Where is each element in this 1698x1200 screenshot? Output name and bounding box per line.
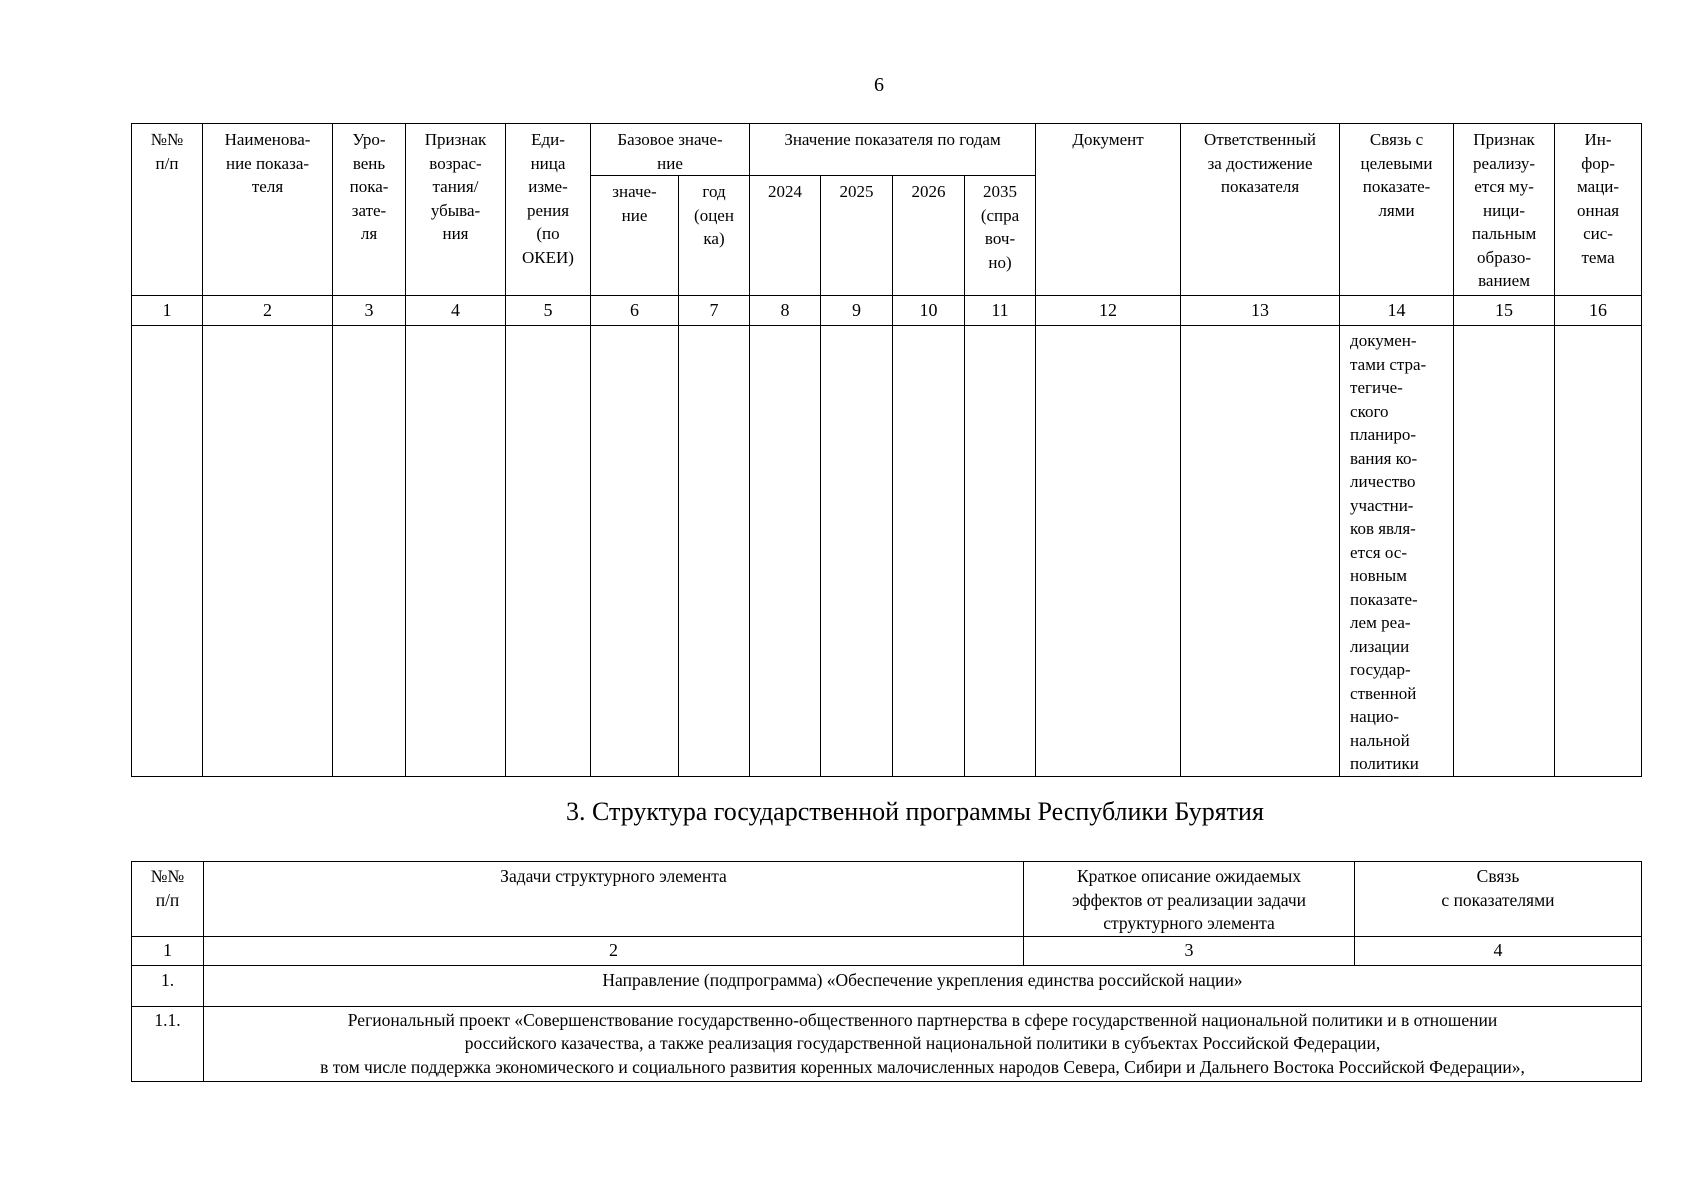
- table-cell: [591, 326, 679, 777]
- column-number: 7: [679, 296, 750, 326]
- header-years-group: Значение показателя по годам: [750, 124, 1036, 176]
- header-base-year: год (оцен ка): [679, 176, 750, 296]
- section-title: 3. Структура государственной программы Республики Бурятия: [566, 797, 1264, 826]
- column-number: 12: [1036, 296, 1181, 326]
- column-number: 3: [1024, 936, 1355, 965]
- header-year-2025: 2025: [821, 176, 893, 296]
- target-link-cell: докумен- тами стра- тегиче- ского планиро- вания ко- личество участни- ков явля- ется ос- новным показате- лем реа- лизации государ- ственной нацио- нальной политики: [1340, 326, 1454, 777]
- table-cell: [203, 326, 333, 777]
- header-trend-sign: Признак возрас- тания/ убыва- ния: [406, 124, 506, 296]
- table-cell: [1454, 326, 1555, 777]
- header-target-link: Связь с целевыми показате- лями: [1340, 124, 1454, 296]
- table-cell: [132, 326, 203, 777]
- table-cell: [821, 326, 893, 777]
- header-year-2024: 2024: [750, 176, 821, 296]
- row-text: Региональный проект «Совершенствование государственно-общественного партнерства в сфере государственной национальной политики и в отношении российского казачества, а также реализация государственной национальной политики в субъектах Российской Федерации, в том числе поддержка экономического и социального развития коренных малочисленных народов Севера, Сибири и Дальнего Востока Российской Федерации»,: [204, 1006, 1642, 1082]
- header-document: Документ: [1036, 124, 1181, 296]
- header-base-value: значе- ние: [591, 176, 679, 296]
- table-row: [132, 965, 1642, 1006]
- page-number: 6: [874, 74, 884, 96]
- structure-table: [131, 861, 1642, 1082]
- header-municipal-sign: Признак реализу- ется му- ници- пальным образо- ванием: [1454, 124, 1555, 296]
- column-number: 4: [1355, 936, 1642, 965]
- header-effects-description: Краткое описание ожидаемых эффектов от реализации задачи структурного элемента: [1024, 862, 1355, 937]
- column-number: 2: [204, 936, 1024, 965]
- table-cell: [1181, 326, 1340, 777]
- header-base-value-group: Базовое значе- ние: [591, 124, 750, 176]
- table-cell: [506, 326, 591, 777]
- indicators-table: [131, 123, 1642, 777]
- header-year-2026: 2026: [893, 176, 965, 296]
- header-indicator-link: Связь с показателями: [1355, 862, 1642, 937]
- column-number: 11: [965, 296, 1036, 326]
- column-number: 1: [132, 936, 204, 965]
- header-number: №№ п/п: [132, 124, 203, 296]
- column-number: 1: [132, 296, 203, 326]
- table-cell: [333, 326, 406, 777]
- header-indicator-level: Уро- вень пока- зате- ля: [333, 124, 406, 296]
- header-year-2035: 2035 (спра воч- но): [965, 176, 1036, 296]
- header-responsible: Ответственный за достижение показателя: [1181, 124, 1340, 296]
- table-row: [132, 1006, 1642, 1082]
- column-number: 2: [203, 296, 333, 326]
- column-number: 13: [1181, 296, 1340, 326]
- column-number: 15: [1454, 296, 1555, 326]
- header-tasks: Задачи структурного элемента: [204, 862, 1024, 937]
- column-number: 3: [333, 296, 406, 326]
- table-cell: [1036, 326, 1181, 777]
- column-number: 9: [821, 296, 893, 326]
- column-number: 14: [1340, 296, 1454, 326]
- header-number: №№ п/п: [132, 862, 204, 937]
- table-cell: [1555, 326, 1642, 777]
- row-number: 1.: [132, 965, 204, 1006]
- column-number: 16: [1555, 296, 1642, 326]
- header-unit: Еди- ница изме- рения (по ОКЕИ): [506, 124, 591, 296]
- table-cell: [679, 326, 750, 777]
- table-cell: [893, 326, 965, 777]
- column-number: 10: [893, 296, 965, 326]
- header-indicator-name: Наименова- ние показа- теля: [203, 124, 333, 296]
- column-number: 8: [750, 296, 821, 326]
- table-cell: [406, 326, 506, 777]
- column-number: 6: [591, 296, 679, 326]
- header-info-system: Ин- фор- маци- онная сис- тема: [1555, 124, 1642, 296]
- column-number: 4: [406, 296, 506, 326]
- row-number: 1.1.: [132, 1006, 204, 1082]
- row-text: Направление (подпрограмма) «Обеспечение укрепления единства российской нации»: [204, 965, 1642, 1006]
- table-cell: [965, 326, 1036, 777]
- table-cell: [750, 326, 821, 777]
- column-number: 5: [506, 296, 591, 326]
